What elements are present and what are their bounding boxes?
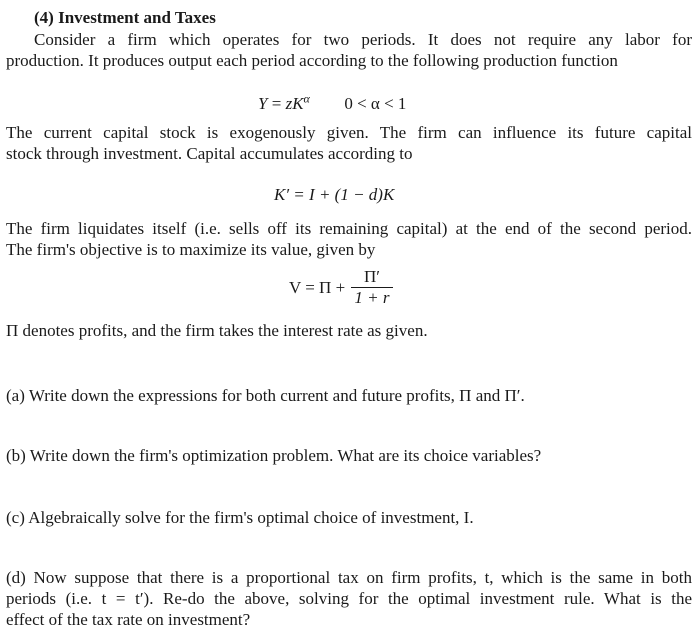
eq-output-symbol: Y xyxy=(258,94,268,113)
eq-equals: = xyxy=(271,94,282,113)
capital-line-1: The current capital stock is exogenously given. The firm can influence its future capital xyxy=(6,123,692,142)
question-a-text: Write down the expressions for both current and future profits, Π and Π′. xyxy=(28,386,525,405)
liquidation-line-2: The firm's objective is to maximize its value, given by xyxy=(6,240,376,259)
profit-note: Π denotes profits, and the firm takes the interest rate as given. xyxy=(6,321,428,340)
liquidation-line-1: The firm liquidates itself (i.e. sells off its remaining capital) at the end of the second period. xyxy=(6,219,692,238)
question-d-line-1: (d) Now suppose that there is a proportional tax on firm profits, t, which is the same in both xyxy=(6,568,692,587)
question-d xyxy=(6,567,692,630)
question-d-line-2: periods (i.e. t = t′). Re-do the above, solving for the optimal investment rule. What is the xyxy=(6,589,692,608)
value-fraction xyxy=(351,268,392,307)
intro-paragraph xyxy=(6,29,692,71)
question-c-text: Algebraically solve for the firm's optimal choice of investment, I. xyxy=(28,508,474,527)
eq-capital-symbol: K xyxy=(292,94,304,113)
intro-line-1: Consider a firm which operates for two periods. It does not require any labor for xyxy=(34,30,692,49)
capital-accumulation-equation: K′ = I + (1 − d)K xyxy=(274,185,395,204)
problem-heading: (4) Investment and Taxes xyxy=(34,8,216,27)
question-a xyxy=(6,385,525,406)
value-numerator: Π′ xyxy=(351,268,392,288)
intro-line-2: production. It produces output each period according to the following production function xyxy=(6,51,618,70)
production-function-equation xyxy=(258,93,406,114)
capital-line-2: stock through investment. Capital accumulates according to xyxy=(6,144,413,163)
question-a-label: (a) xyxy=(6,386,25,405)
question-c-label: (c) xyxy=(6,508,25,527)
eq-tfp-symbol: z xyxy=(285,94,293,113)
capital-paragraph xyxy=(6,122,692,164)
eq-alpha-constraint: 0 < α < 1 xyxy=(344,94,407,113)
question-d-line-3: effect of the tax rate on investment? xyxy=(6,610,251,629)
eq-alpha-exponent: α xyxy=(303,91,310,106)
question-b xyxy=(6,445,541,466)
question-c xyxy=(6,507,474,528)
question-b-label: (b) xyxy=(6,446,26,465)
value-denominator: 1 + r xyxy=(354,288,390,307)
liquidation-paragraph xyxy=(6,218,692,260)
question-b-text: Write down the firm's optimization problem. What are its choice variables? xyxy=(29,446,542,465)
value-lhs: V = Π + xyxy=(289,278,346,297)
firm-value-equation xyxy=(289,268,395,307)
